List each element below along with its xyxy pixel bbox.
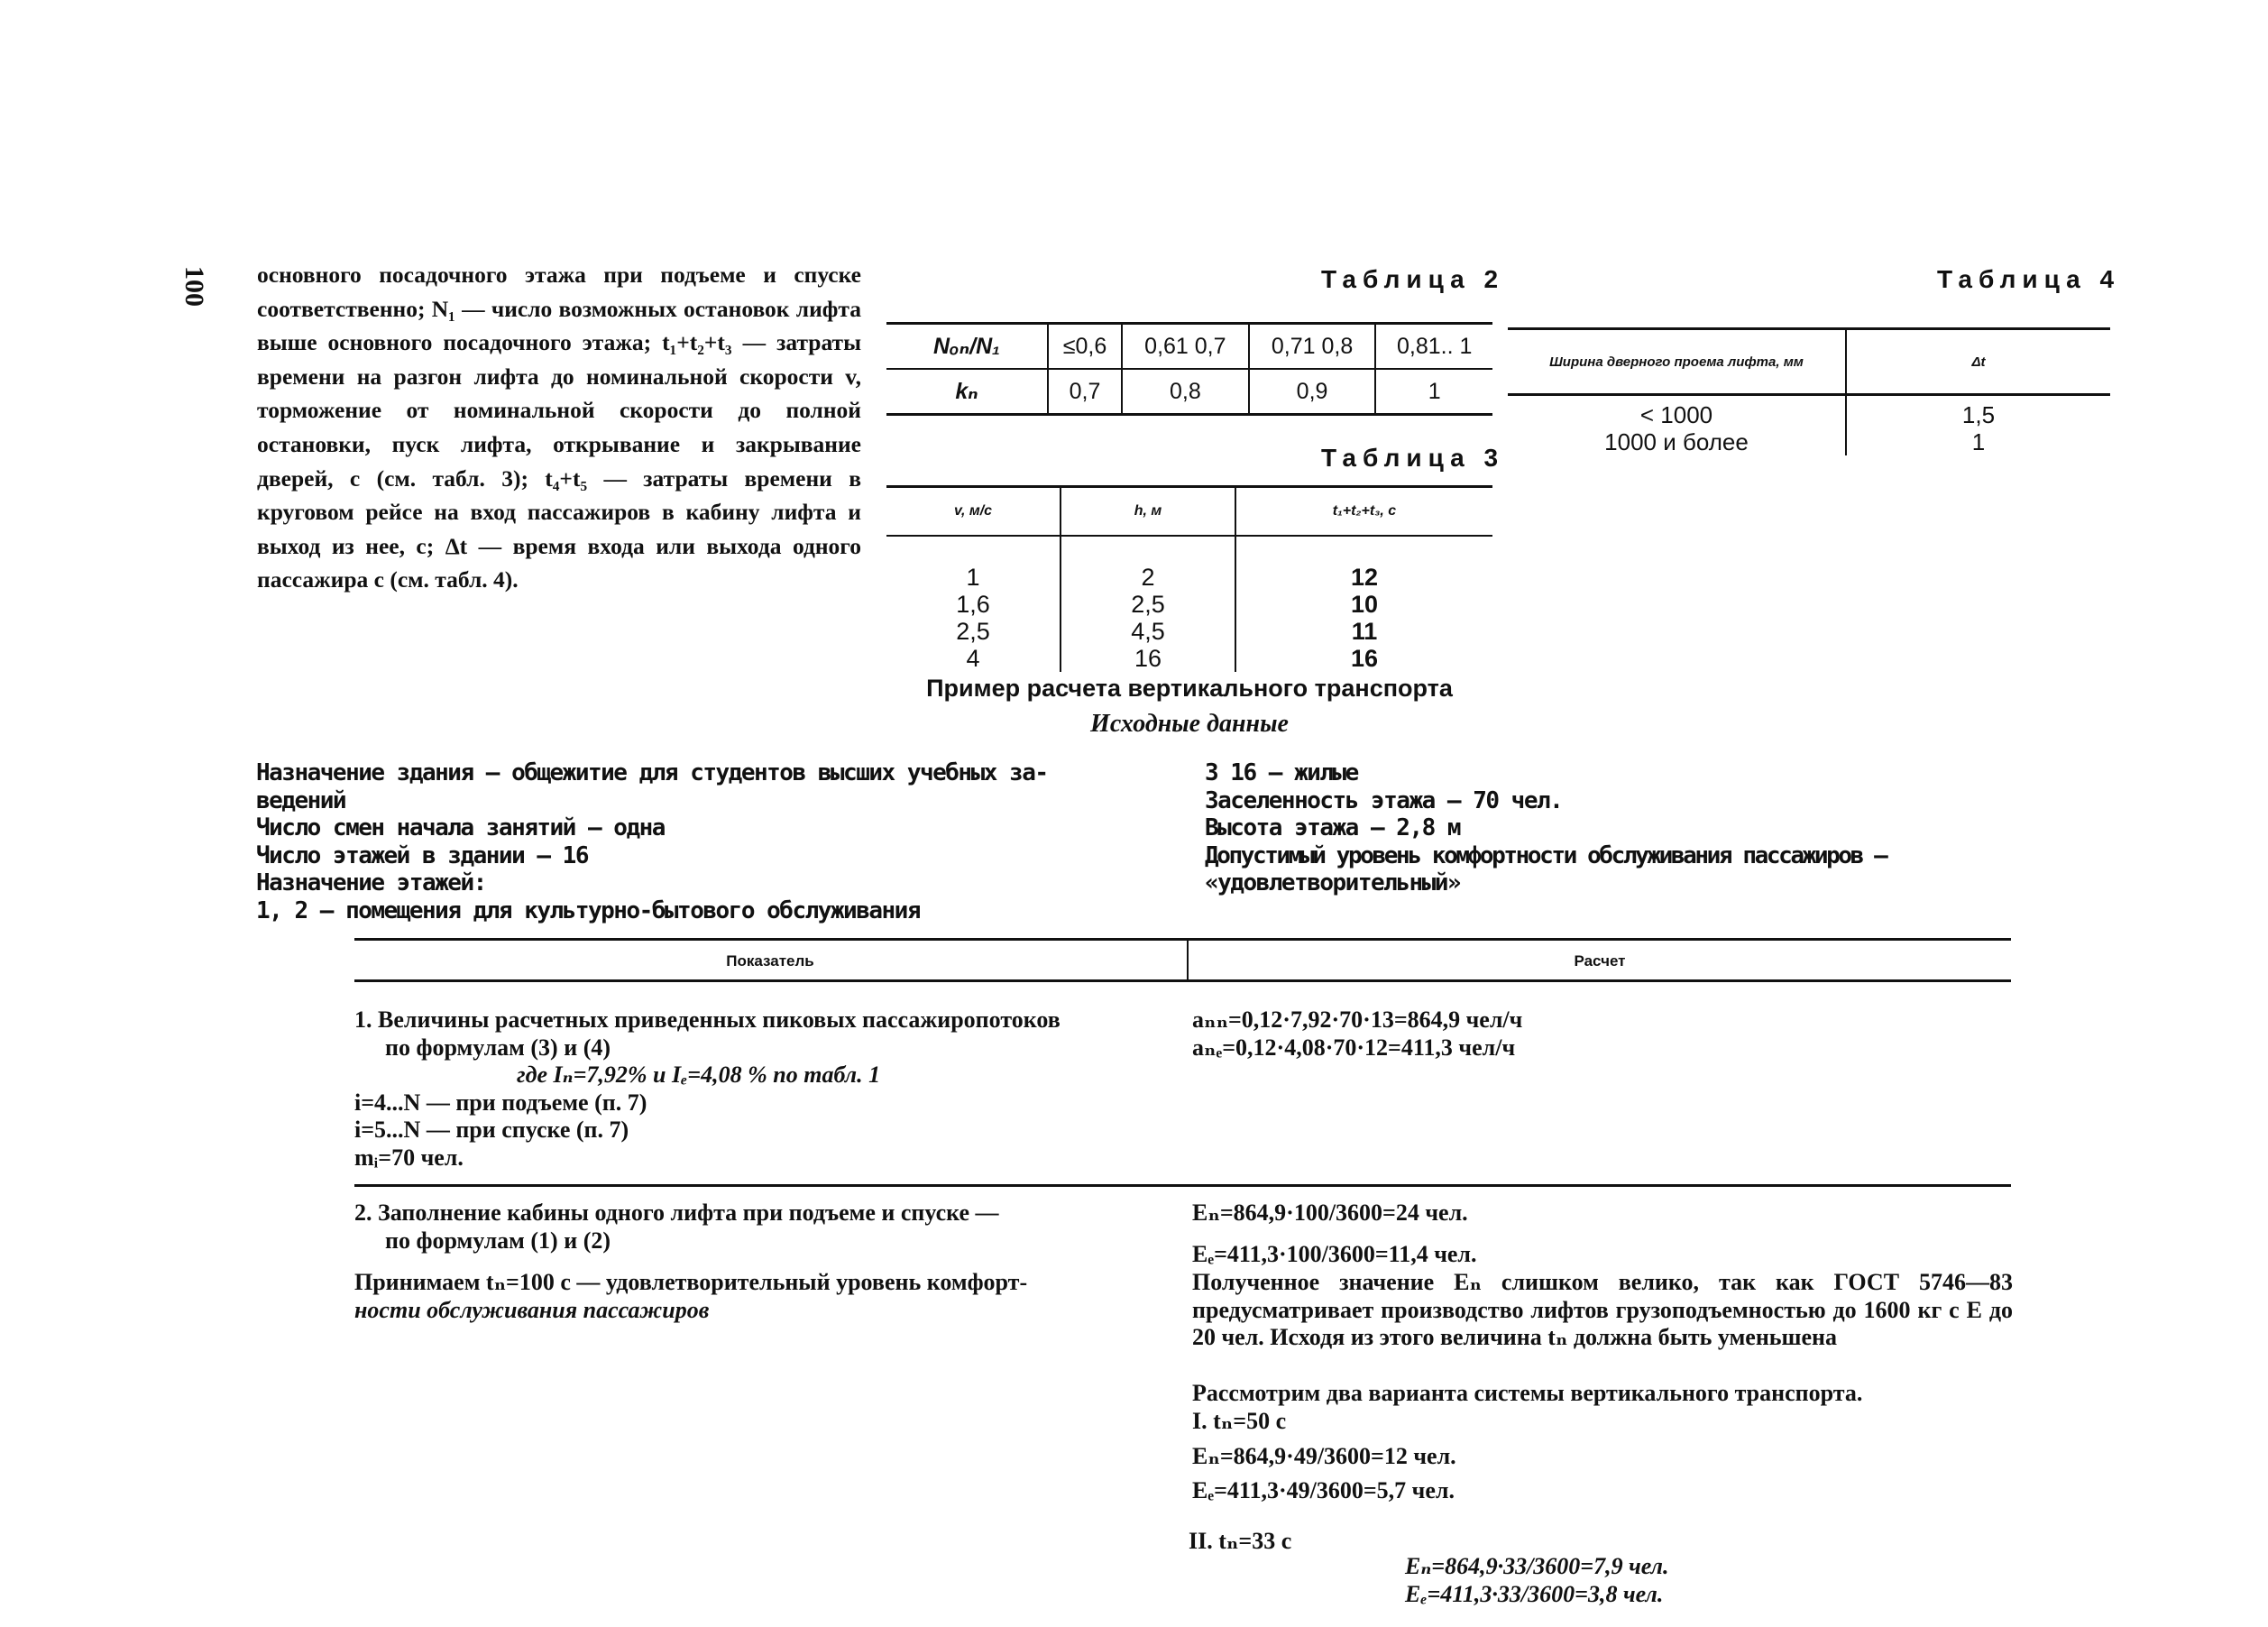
initial-data-right xyxy=(1205,759,1886,897)
table2-cell: 0,9 xyxy=(1249,369,1376,415)
table4-cell: 1,5 xyxy=(1961,401,1996,428)
table3-header: t₁+t₂+t₃, с xyxy=(1235,487,1492,537)
initial-data-line: Допустимый уровень комфортности обслуживания пассажиров — xyxy=(1205,841,1887,869)
variant1-line: I. tₙ=50 с xyxy=(1192,1408,1287,1434)
table3-cell: 1,6 xyxy=(886,591,1061,618)
table2-cell: ≤0,6 xyxy=(1048,324,1122,370)
calc-line: где Iₙ=7,92% и Iₑ=4,08 % по табл. 1 xyxy=(517,1062,881,1088)
calc-row1-left xyxy=(354,1007,1061,1172)
calc-row2-formula-1: Eₙ=864,9·100/3600=24 чел. xyxy=(1192,1200,1468,1226)
initial-data-line: ведений xyxy=(256,786,346,814)
table3-spacer xyxy=(886,536,1492,564)
calc-formula: aₙₑ=0,12·4,08·70·12=411,3 чел/ч xyxy=(1192,1034,1516,1061)
table3-cell: 4,5 xyxy=(1061,618,1235,645)
calc-row1-right xyxy=(1192,1007,1522,1062)
calc-row2-note: Полученное значение Eₙ слишком велико, так как ГОСТ 5746—83 предусматривает производство лифтов грузоподъемностью до 1600 кг с E до 20 чел. Исходя из этого величина tₙ должна быть уменьшена xyxy=(1192,1269,2013,1350)
table4-header: Ширина дверного проема лифта, мм xyxy=(1508,329,1846,395)
calc-formula: aₙₙ=0,12·7,92·70·13=864,9 чел/ч xyxy=(1192,1007,1523,1033)
table2-caption: Таблица 2 xyxy=(1321,265,1505,293)
calc-row-divider xyxy=(354,1184,2011,1187)
table3-cell: 1 xyxy=(886,564,1061,591)
table3-cell: 4 xyxy=(886,645,1061,672)
calc-line: по формулам (3) и (4) xyxy=(385,1034,611,1061)
calc-line: i=5...N — при спуске (п. 7) xyxy=(354,1117,629,1143)
table-2 xyxy=(886,322,1492,416)
calc-table-top-rule xyxy=(354,938,2011,941)
calc-line: по формулам (1) и (2) xyxy=(385,1227,611,1254)
example-heading: Пример расчета вертикального транспорта xyxy=(926,675,1453,702)
table3-cell: 10 xyxy=(1350,591,1379,618)
calc-line: mᵢ=70 чел. xyxy=(354,1144,464,1171)
table4-header-row xyxy=(1508,329,2110,395)
table2-cell: 0,7 xyxy=(1048,369,1122,415)
initial-data-line: «удовлетворительный» xyxy=(1205,869,1461,896)
table3-header: h, м xyxy=(1061,487,1235,537)
table3-cell: 16 xyxy=(1061,645,1235,672)
table3-cell: 2,5 xyxy=(1061,591,1235,618)
table3-row xyxy=(886,645,1492,672)
initial-data-line: Высота этажа — 2,8 м xyxy=(1205,814,1461,841)
table3-caption: Таблица 3 xyxy=(1321,444,1505,472)
variant1-line: Eₙ=864,9·49/3600=12 чел. xyxy=(1192,1442,1456,1469)
variant2-title: II. tₙ=33 с xyxy=(1189,1528,1292,1554)
table4-cell: < 1000 xyxy=(1508,395,1846,429)
table2-cell: 1 xyxy=(1375,369,1492,415)
intro-paragraph: основного посадочного этажа при подъеме и спуске соответственно; N₁ — число возможных остановок лифта выше основного посадочного этажа; t₁+t₂+t₃ — затраты времени на разгон лифта до номинальной скорости v, торможение от номинальной скорости до полной остановки, пуск лифта, открывание и закрывание дверей, с (см. табл. 3); t₄+t₅ — затраты времени в круговом рейсе на вход пассажиров в кабину лифта и выход из нее, с; Δt — время входа или выхода одного пассажира с (см. табл. 4). xyxy=(257,262,861,593)
initial-data-line: Число этажей в здании — 16 xyxy=(256,841,588,869)
initial-data-left xyxy=(256,759,1048,924)
table3-header: v, м/с xyxy=(886,487,1061,537)
table2-cell: 0,71 0,8 xyxy=(1249,324,1376,370)
initial-data-line: Число смен начала занятий — одна xyxy=(256,814,665,841)
initial-data-line: 1, 2 — помещения для культурно-бытового обслуживания xyxy=(256,896,920,924)
variant1 xyxy=(1192,1408,1456,1505)
table3-row xyxy=(886,618,1492,645)
table4-row xyxy=(1508,395,2110,429)
table2-row-ratio xyxy=(886,324,1492,370)
calc-col2-header: Расчет xyxy=(1574,952,1626,970)
table3-header-row xyxy=(886,487,1492,537)
variant2-formulas xyxy=(1405,1553,1669,1608)
initial-data-line: Заселенность этажа — 70 чел. xyxy=(1205,786,1563,814)
initial-data-line: 3 16 — жилые xyxy=(1205,759,1358,786)
variant1-line: Eₑ=411,3·49/3600=5,7 чел. xyxy=(1192,1477,1455,1503)
initial-data-line: Назначение здания — общежитие для студентов высших учебных за- xyxy=(256,759,1048,786)
variant2-line: Eₑ=411,3·33/3600=3,8 чел. xyxy=(1405,1580,1664,1607)
table4-caption: Таблица 4 xyxy=(1937,265,2121,293)
table3-row xyxy=(886,564,1492,591)
table3-cell: 2 xyxy=(1061,564,1235,591)
table4-cell: 1000 и более xyxy=(1508,428,1846,455)
table3-cell: 2,5 xyxy=(886,618,1061,645)
table3-cell: 11 xyxy=(1351,618,1378,645)
calc-table-header-rule xyxy=(354,979,2011,982)
table3-cell: 12 xyxy=(1350,564,1379,591)
table3-row xyxy=(886,591,1492,618)
initial-data-line: Назначение этажей: xyxy=(256,869,486,896)
calc-line: 2. Заполнение кабины одного лифта при подъеме и спуске — xyxy=(354,1200,999,1226)
table2-cell: 0,61 0,7 xyxy=(1122,324,1249,370)
calc-line: Принимаем tₙ=100 с — удовлетворительный уровень комфорт- xyxy=(354,1269,1028,1295)
example-subheading: Исходные данные xyxy=(1090,710,1289,738)
table-3 xyxy=(886,485,1492,672)
page-number: 100 xyxy=(179,266,209,307)
table2-row1-header: Nₒₙ/N₁ xyxy=(886,324,1048,370)
calc-row2-variants-intro: Рассмотрим два варианта системы вертикального транспорта. xyxy=(1192,1380,1863,1406)
variant2-line: Eₙ=864,9·33/3600=7,9 чел. xyxy=(1405,1553,1669,1579)
calc-line: ности обслуживания пассажиров xyxy=(354,1296,710,1323)
table2-cell: 0,81.. 1 xyxy=(1375,324,1492,370)
calc-line: i=4...N — при подъеме (п. 7) xyxy=(354,1089,647,1116)
table2-row2-header: kₙ xyxy=(886,369,1048,415)
calc-row2-formula-2: Eₑ=411,3·100/3600=11,4 чел. xyxy=(1192,1241,1477,1267)
calc-row2-left-a xyxy=(354,1200,999,1255)
table4-cell: 1 xyxy=(1971,428,1986,455)
table2-row-k xyxy=(886,369,1492,415)
table2-cell: 0,8 xyxy=(1122,369,1249,415)
calc-row2-left-b xyxy=(354,1269,1027,1324)
calc-col1-header: Показатель xyxy=(726,952,814,970)
table4-header: Δt xyxy=(1846,329,2110,395)
table4-row xyxy=(1508,428,2110,455)
calc-line: 1. Величины расчетных приведенных пиковых пассажиропотоков xyxy=(354,1007,1061,1033)
table-4 xyxy=(1508,327,2110,455)
table3-cell: 16 xyxy=(1350,645,1379,672)
